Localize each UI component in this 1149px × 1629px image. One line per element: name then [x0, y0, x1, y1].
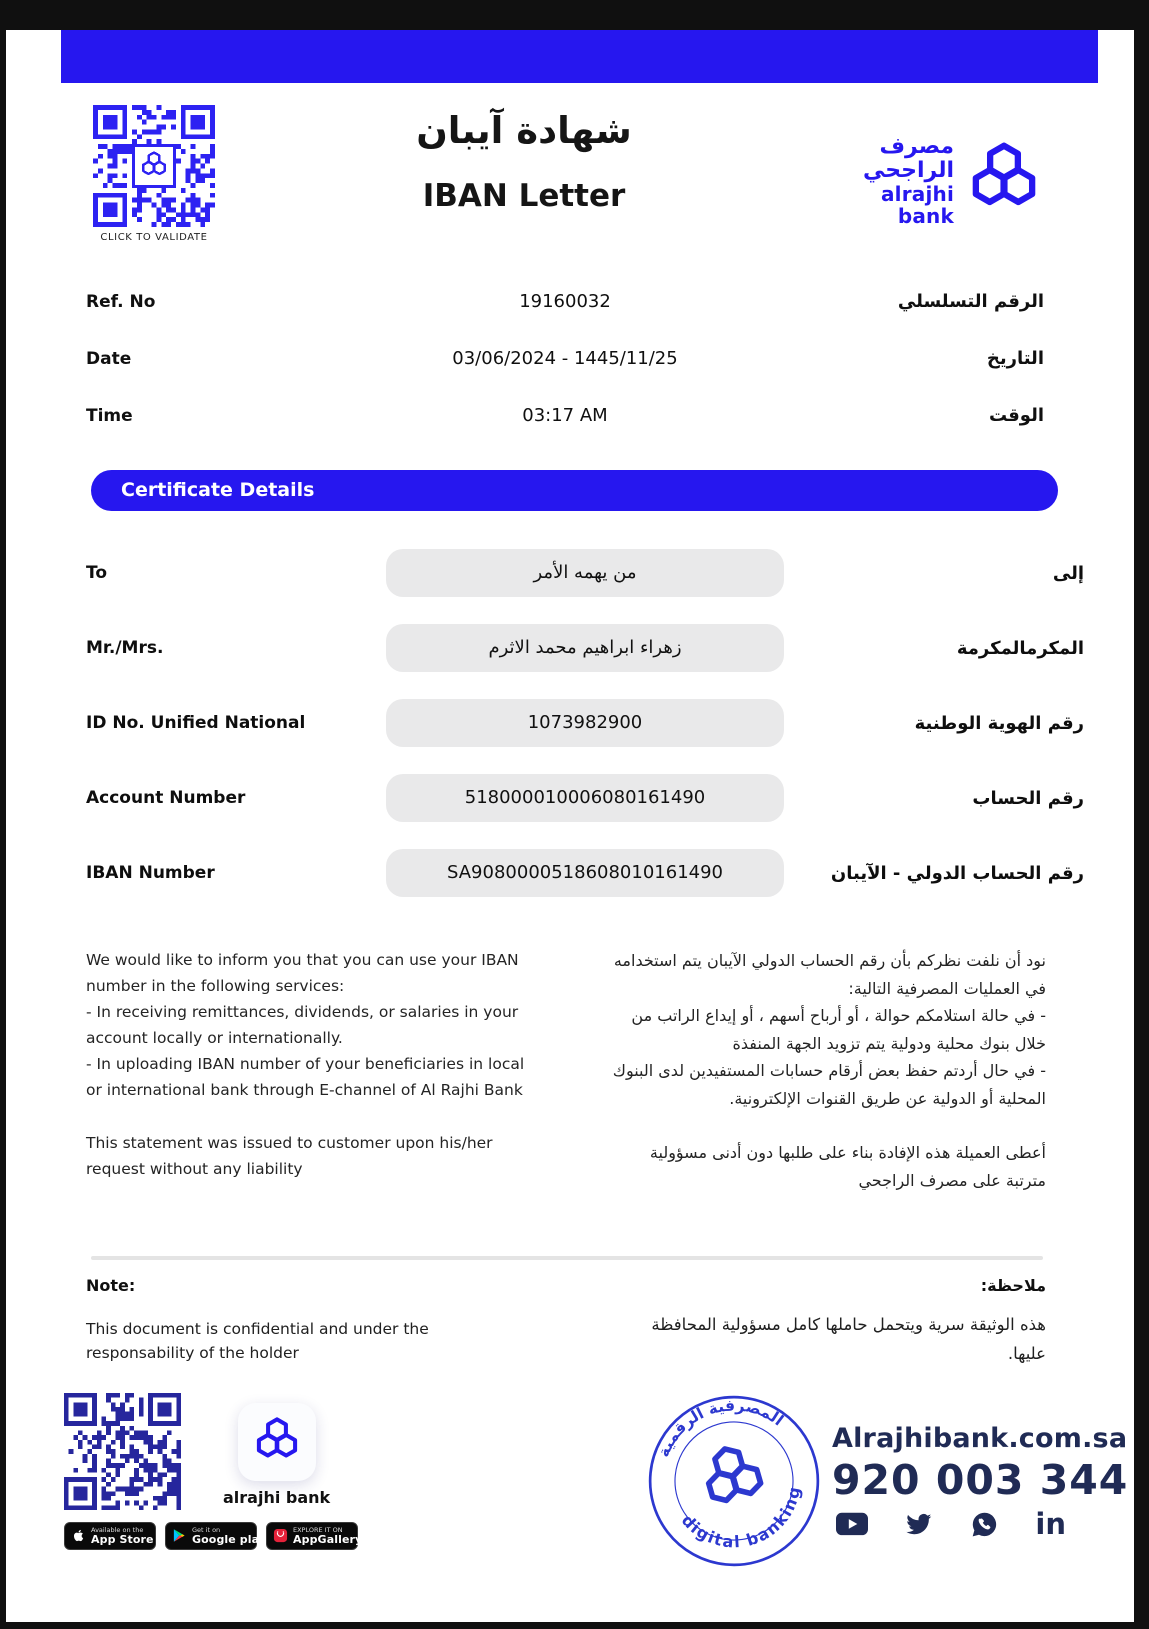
account-number-row	[86, 774, 1084, 822]
contact-details	[832, 1422, 1129, 1541]
id-number-row	[86, 699, 1084, 747]
info-ar-intro: نود أن نلفت نظركم بأن رقم الحساب الدولي الآيبان يتم استخدامه في العمليات المصرفية التالية:	[613, 951, 1046, 998]
bank-hexagon-logo-icon	[962, 139, 1046, 223]
bank-app-icon	[238, 1403, 316, 1481]
id-number-value-pill: 1073982900	[386, 699, 784, 747]
twitter-icon[interactable]	[904, 1511, 933, 1538]
info-en-item2: - In uploading IBAN number of your beneficiaries in local or international bank through E-channel of Al Rajhi Bank	[86, 1055, 525, 1100]
appgallery-badge[interactable]	[266, 1522, 363, 1550]
validation-qr-block	[88, 105, 220, 243]
date-row	[86, 330, 1044, 387]
ref-no-label-ar: الرقم التسلسلي	[897, 291, 1044, 312]
time-label-ar: الوقت	[988, 405, 1044, 426]
document-footer	[64, 1393, 1129, 1569]
time-row	[86, 387, 1044, 444]
iban-number-row	[86, 849, 1084, 897]
qr-caption: CLICK TO VALIDATE	[100, 232, 208, 243]
to-label-ar: إلى	[1052, 562, 1084, 584]
bank-app	[223, 1393, 330, 1510]
bank-logo-text	[828, 135, 954, 227]
social-icons-row	[832, 1506, 1070, 1541]
to-value-pill: من يهمه الأمر	[386, 549, 784, 597]
seal-text-arabic: المصرفية الرقمية	[654, 1396, 787, 1460]
info-ar-item2: - في حال أردتم حفظ بعض أرقام حسابات المستفيدين لدى البنوك المحلية أو الدولية عن طريق القنوات الإلكترونية.	[612, 1061, 1046, 1108]
website-link[interactable]: Alrajhibank.com.sa	[832, 1422, 1128, 1454]
date-label-ar: التاريخ	[986, 348, 1044, 369]
date-value: 03/06/2024 - 1445/11/25	[452, 348, 678, 369]
note-arabic	[616, 1276, 1046, 1369]
to-label-en: To	[86, 563, 108, 583]
whatsapp-icon[interactable]	[970, 1511, 999, 1538]
document-title-english: IBAN Letter	[422, 178, 626, 214]
certificate-rows	[86, 549, 1084, 897]
name-label-en: Mr./Mrs.	[86, 638, 164, 658]
time-label-en: Time	[86, 405, 133, 426]
digital-banking-seal	[625, 1372, 843, 1590]
account-number-label-en: Account Number	[86, 788, 246, 808]
app-store-badge[interactable]	[64, 1522, 156, 1550]
linkedin-icon[interactable]: in	[1035, 1506, 1066, 1541]
footer-app-block	[64, 1393, 363, 1569]
section-divider	[91, 1256, 1043, 1260]
badge-bottom-text: Google play	[192, 1532, 267, 1546]
apple-icon	[71, 1528, 86, 1543]
document-header	[88, 105, 1046, 243]
info-en-item1: - In receiving remittances, dividends, or salaries in your account locally or internationally.	[86, 1003, 519, 1048]
validate-qr-code[interactable]	[93, 105, 215, 227]
id-number-label-ar: رقم الهوية الوطنية	[914, 712, 1084, 734]
seal-text-english: digital banking	[677, 1483, 805, 1552]
bank-logo	[828, 135, 1046, 227]
iban-number-label-ar: رقم الحساب الدولي - الآيبان	[830, 862, 1084, 884]
bank-name-english: alrajhi bank	[880, 182, 954, 229]
name-value-pill: زهراء ابراهيم محمد الاثرم	[386, 624, 784, 672]
id-number-label-en: ID No. Unified National	[86, 713, 306, 733]
document-title-block	[220, 105, 828, 214]
to-row	[86, 549, 1084, 597]
ref-no-value: 19160032	[519, 291, 611, 312]
note-text-en: This document is confidential and under the responsability of the holder	[86, 1320, 429, 1363]
app-download-qr-code[interactable]	[64, 1393, 181, 1510]
info-ar-closing: أعطى العميلة هذه الإفادة بناء على طلبها دون أدنى مسؤولية مترتبة على مصرف الراجحي	[649, 1143, 1046, 1190]
badge-bottom-text: App Store	[91, 1532, 154, 1546]
info-paragraph-english	[86, 947, 536, 1194]
note-label-en: Note:	[86, 1276, 136, 1296]
note-text-ar: هذه الوثيقة سرية ويتحمل حاملها كامل مسؤولية المحافظة عليها.	[651, 1315, 1046, 1363]
google-play-badge[interactable]	[165, 1522, 267, 1550]
store-badges	[64, 1522, 363, 1550]
badge-bottom-text: AppGallery	[293, 1532, 363, 1546]
certificate-details-header: Certificate Details	[91, 470, 1058, 511]
note-label-ar: ملاحظة:	[980, 1276, 1046, 1296]
document-title-arabic: شهادة آيبان	[416, 109, 632, 152]
name-row	[86, 624, 1084, 672]
top-accent-bar	[61, 30, 1098, 83]
account-number-label-ar: رقم الحساب	[972, 787, 1084, 809]
iban-number-value-pill: SA9080000518608010161490	[386, 849, 784, 897]
ref-no-label-en: Ref. No	[86, 291, 156, 312]
badge-top-text: Available on the	[91, 1525, 144, 1534]
google-play-icon	[172, 1528, 187, 1543]
account-number-value-pill: 518000010006080161490	[386, 774, 784, 822]
phone-number: 920 003 344	[832, 1455, 1129, 1504]
name-label-ar: المكرمالمكرمة	[956, 637, 1084, 659]
appgallery-icon	[273, 1528, 288, 1543]
reference-meta-rows	[86, 273, 1044, 444]
date-label-en: Date	[86, 348, 132, 369]
badge-top-text: Get it on	[192, 1525, 221, 1534]
note-section	[86, 1276, 1046, 1369]
footer-contact-block	[646, 1393, 1129, 1569]
information-paragraphs	[86, 947, 1046, 1194]
info-en-intro: We would like to inform you that you can use your IBAN number in the following services:	[86, 951, 519, 996]
iban-letter-document	[6, 30, 1134, 1622]
bank-hexagon-logo-icon	[250, 1415, 304, 1469]
bank-app-name: alrajhi bank	[223, 1487, 331, 1507]
badge-top-text: EXPLORE IT ON	[293, 1525, 343, 1534]
info-paragraph-arabic	[606, 947, 1046, 1194]
info-en-closing: This statement was issued to customer upon his/her request without any liability	[86, 1134, 493, 1179]
bank-name-arabic: مصرف الراجحي	[863, 134, 954, 184]
time-value: 03:17 AM	[522, 405, 608, 426]
ref-no-row	[86, 273, 1044, 330]
note-english	[86, 1276, 506, 1369]
info-ar-item1: - في حالة استلامكم حوالة ، أو أرباح أسهم ، أو إيداع الراتب من خلال بنوك محلية ودولية يتم تزويد الجهة المنفذة	[631, 1006, 1046, 1053]
iban-number-label-en: IBAN Number	[86, 863, 215, 883]
